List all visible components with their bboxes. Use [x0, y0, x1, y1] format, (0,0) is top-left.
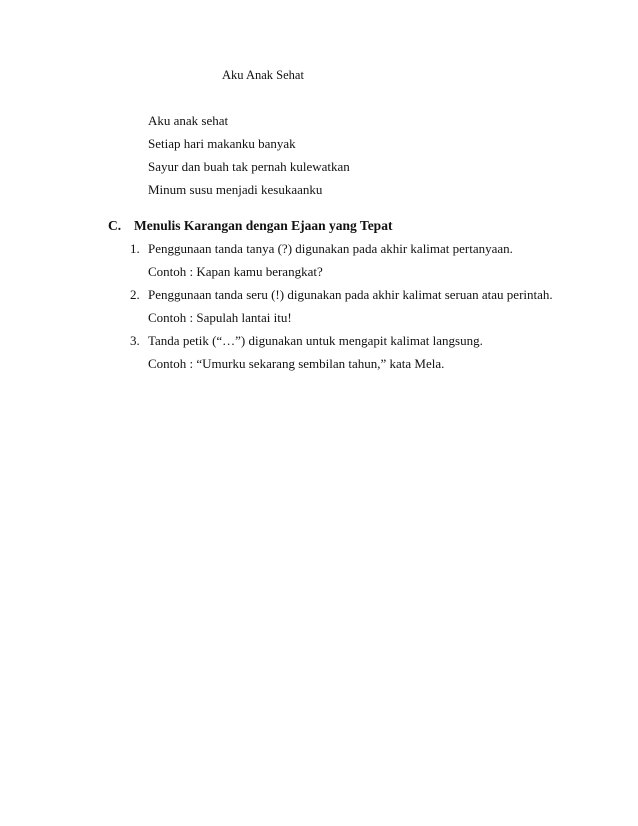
section-title: Menulis Karangan dengan Ejaan yang Tepat [134, 218, 393, 233]
list-item-example: Contoh : Kapan kamu berangkat? [148, 264, 323, 279]
list-item-number: 1. [130, 241, 140, 256]
list-item-number: 2. [130, 287, 140, 302]
list-item-text: Tanda petik (“…”) digunakan untuk mengapit kalimat langsung. [148, 333, 483, 348]
poem-line: Setiap hari makanku banyak [148, 136, 296, 151]
section-letter: C. [108, 218, 122, 233]
poem-line: Sayur dan buah tak pernah kulewatkan [148, 159, 350, 174]
poem-title: Aku Anak Sehat [222, 68, 304, 82]
poem-line: Minum susu menjadi kesukaanku [148, 182, 323, 197]
section-heading [108, 218, 392, 234]
list-item-example: Contoh : Sapulah lantai itu! [148, 310, 292, 325]
list-item-example: Contoh : “Umurku sekarang sembilan tahun,” kata Mela. [148, 356, 445, 371]
poem-line: Aku anak sehat [148, 113, 229, 128]
list-item-text: Penggunaan tanda seru (!) digunakan pada akhir kalimat seruan atau perintah. [148, 287, 553, 302]
list-item-number: 3. [130, 333, 140, 348]
list-item-text: Penggunaan tanda tanya (?) digunakan pada akhir kalimat pertanyaan. [148, 241, 513, 256]
